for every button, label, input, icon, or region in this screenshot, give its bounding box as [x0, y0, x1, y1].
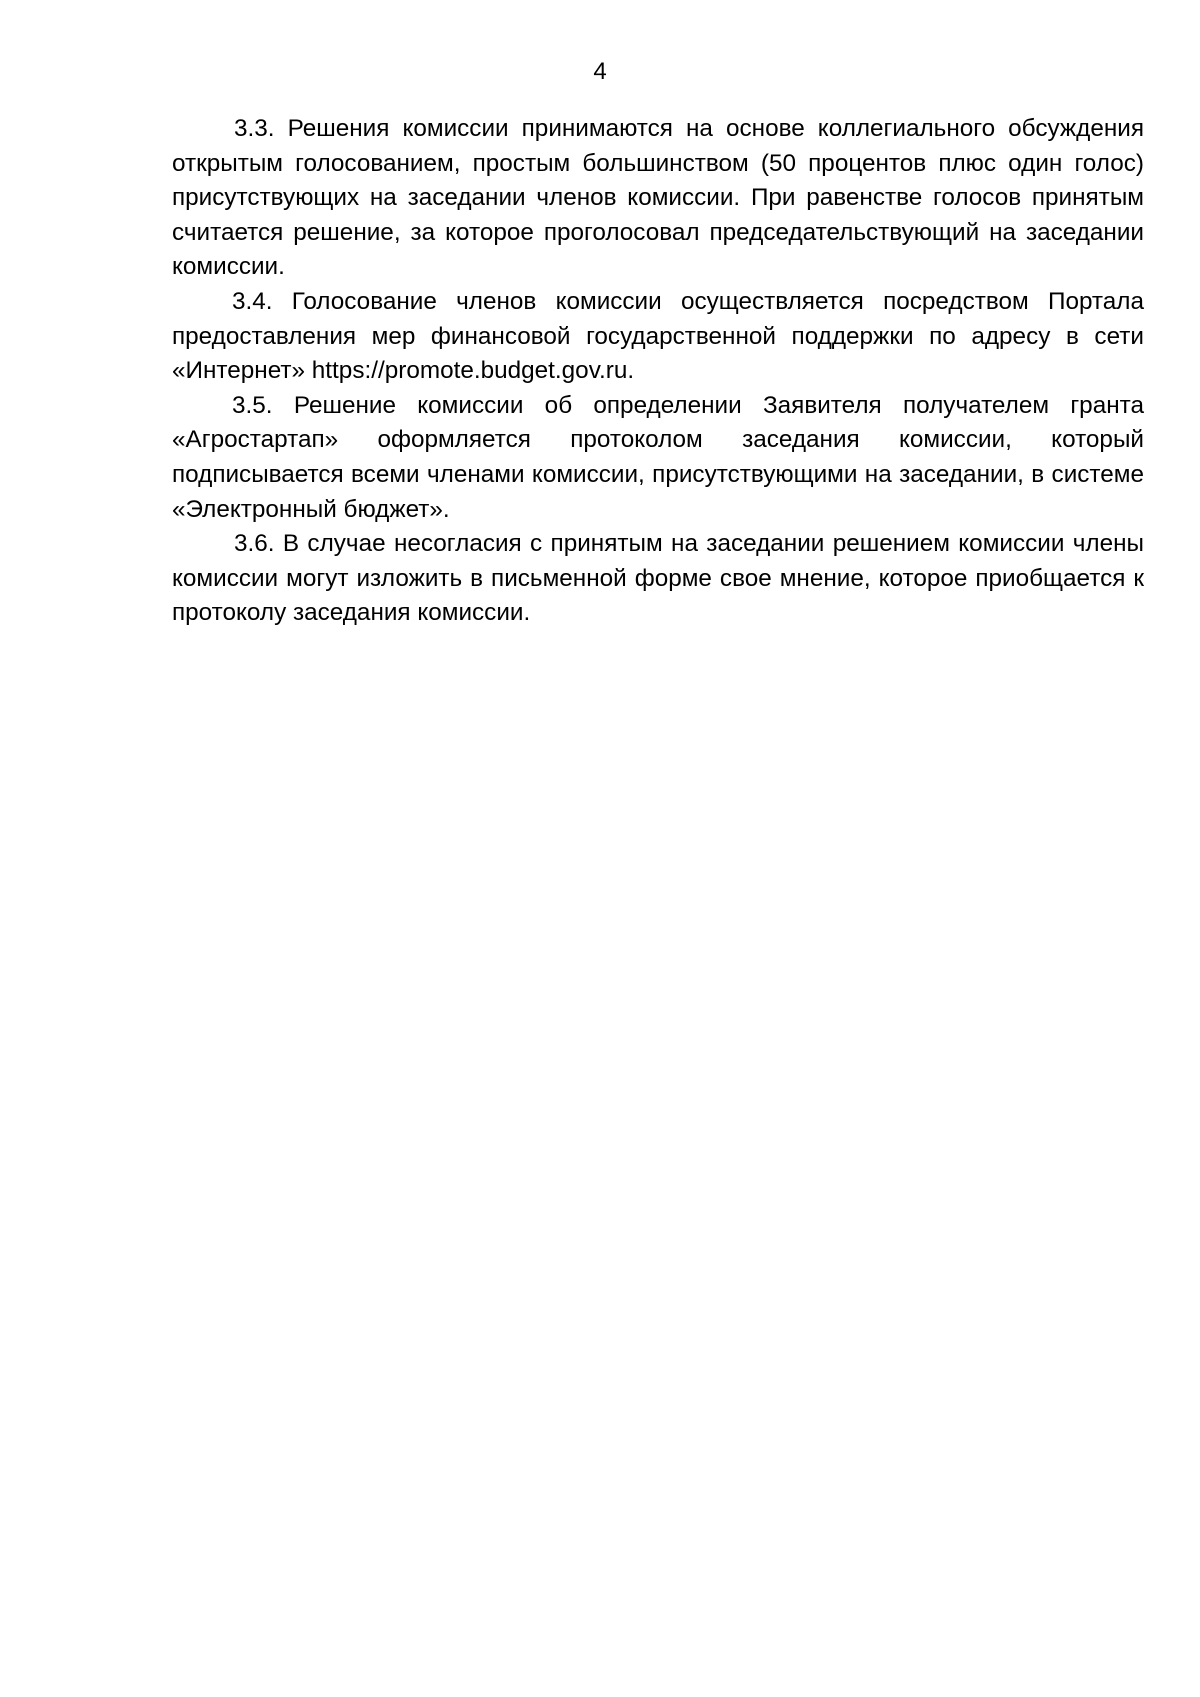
document-body: [172, 112, 1144, 631]
paragraph-3-3: 3.3. Решения комиссии принимаются на основе коллегиального обсуждения открытым голосованием, простым большинством (50 процентов плюс один голос) присутствующих на заседании членов комиссии. При равенстве голосов принятым считается решение, за которое проголосовал председательствующий на заседании комиссии.: [172, 115, 1144, 281]
page-number: 4: [593, 58, 607, 85]
paragraph-3-6: 3.6. В случае несогласия с принятым на заседании решением комиссии члены комиссии могут изложить в письменной форме свое мнение, которое приобщается к протоколу заседания комиссии.: [172, 530, 1144, 627]
paragraph-3-4: 3.4. Голосование членов комиссии осуществляется посредством Портала предоставления мер финансовой государственной поддержки по адресу в сети «Интернет» https://promote.budget.gov.ru.: [172, 287, 1144, 385]
paragraph-3-5: 3.5. Решение комиссии об определении Заявителя получателем гранта «Агростартап» оформляется протоколом заседания комиссии, который подписывается всеми членами комиссии, присутствующими на заседании, в системе «Электронный бюджет».: [172, 391, 1144, 523]
